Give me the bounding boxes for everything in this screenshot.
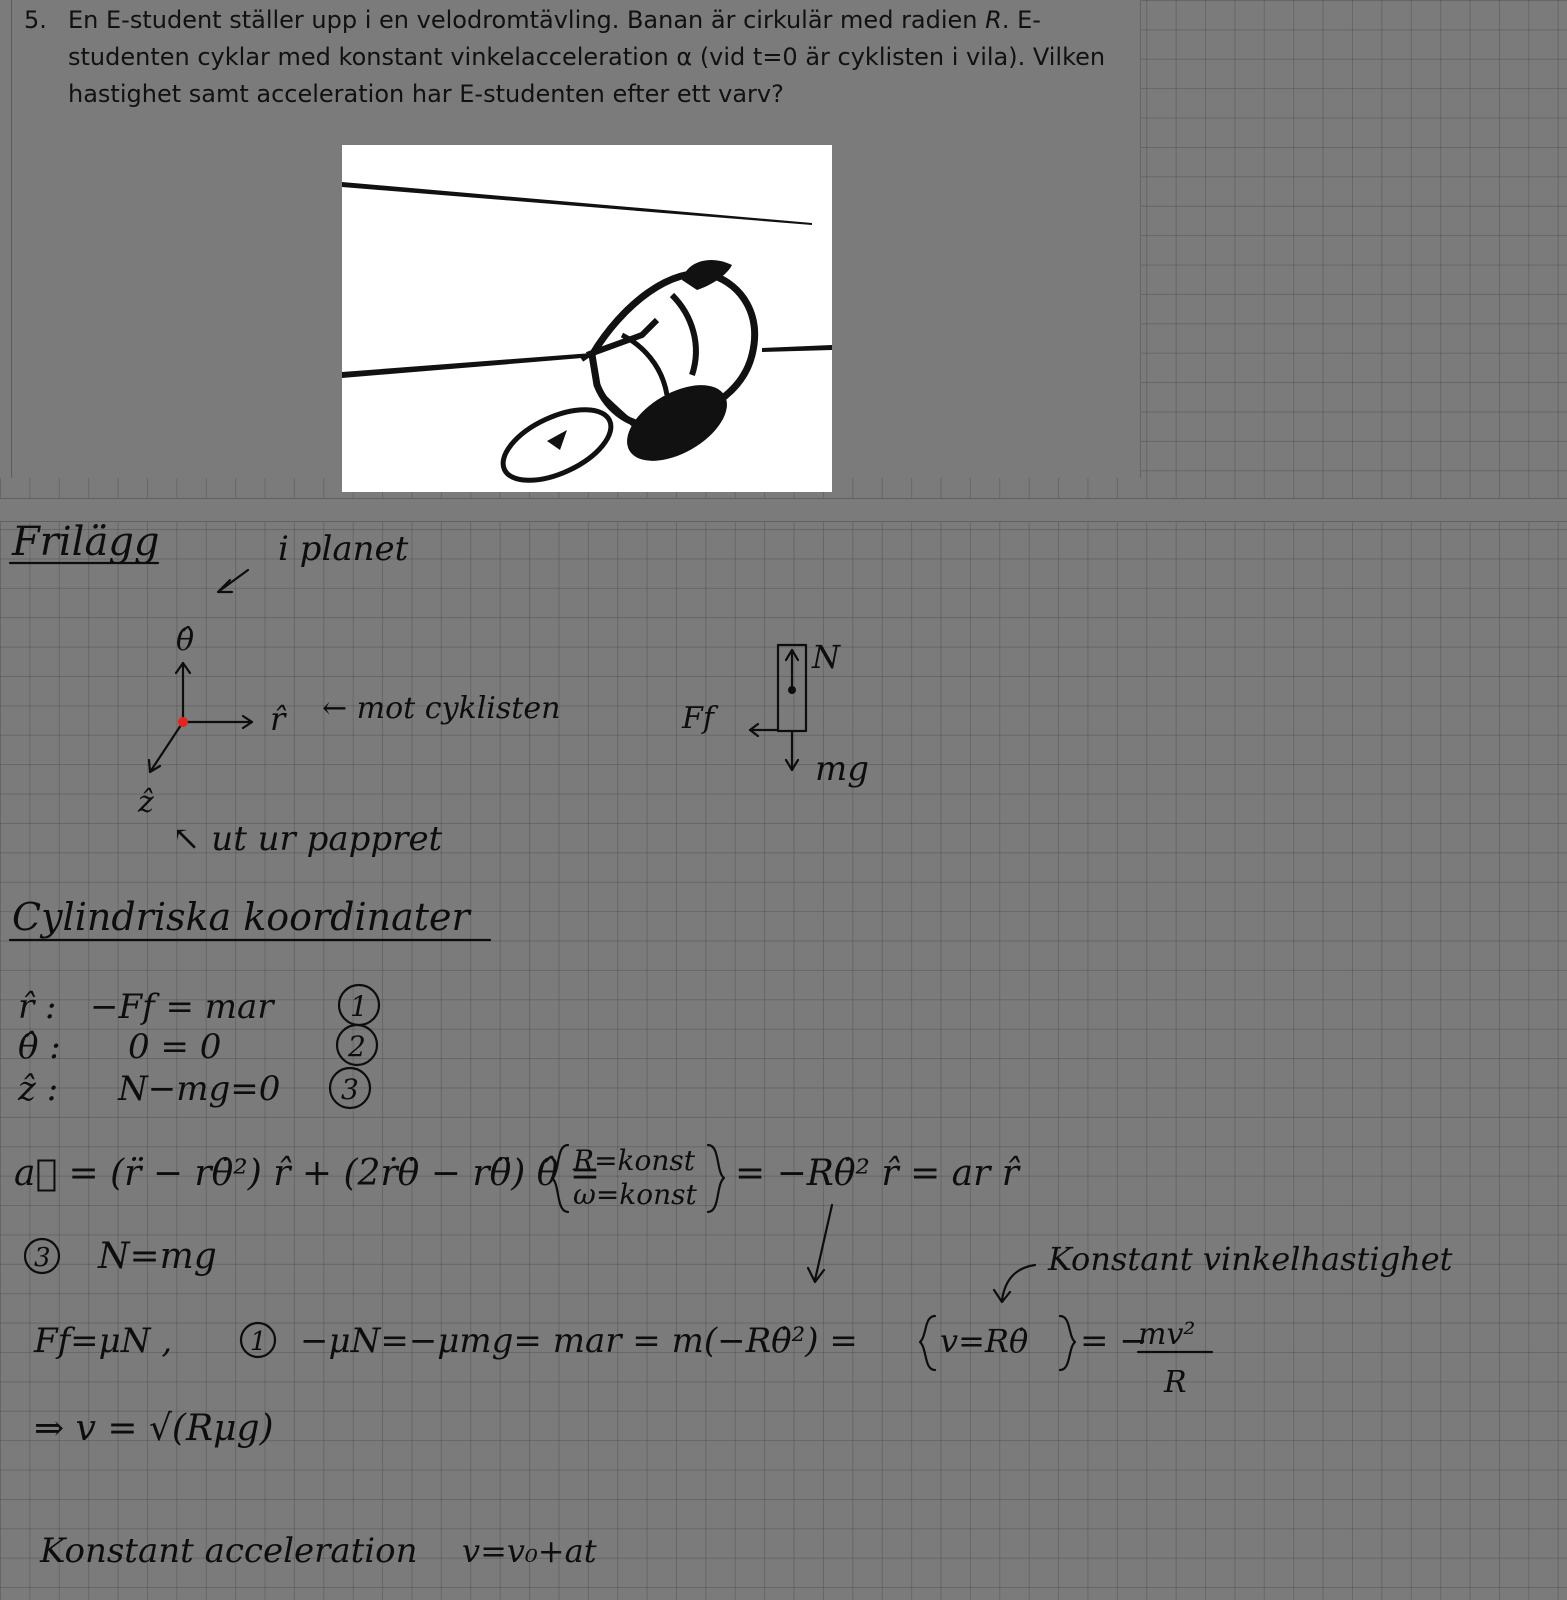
force-mg-label: mg: [815, 749, 870, 789]
eq-theta: 0 = 0: [128, 1027, 222, 1067]
eq-friction-frac-bottom: R: [1164, 1365, 1187, 1400]
eq-friction-rhs: = −: [1080, 1321, 1148, 1361]
eq-z-number: 3: [341, 1073, 359, 1106]
eq-friction: Ff=μN ,: [34, 1321, 173, 1361]
axis-z-label: ẑ: [138, 785, 154, 820]
eq-z-label: ẑ :: [18, 1069, 59, 1109]
eq-result: ⇒ v = √(Rμg): [34, 1408, 274, 1449]
z-axis: [150, 722, 183, 772]
eq-accel-lhs: a⃗ = (r̈ − rθ̇²) r̂ + (2ṙθ̇ − rθ̈) θ̂ =: [14, 1153, 601, 1194]
friction-brace-right: [1060, 1316, 1075, 1370]
label-in-plane: i planet: [278, 529, 409, 569]
problem-number: 5.: [24, 6, 47, 34]
eq-friction-brace: v=Rθ̇: [940, 1322, 1029, 1360]
eq-r: −Ff = mar: [90, 987, 274, 1027]
step3-number: 3: [34, 1243, 51, 1273]
arrow-in-plane: [218, 570, 248, 592]
force-N-label: N: [812, 638, 840, 676]
eq-z: N−mg=0: [118, 1069, 281, 1109]
eq-accel-brace-2: ω=konst: [573, 1178, 697, 1211]
heading-free-body: Frilägg: [12, 519, 160, 565]
heading-cylindrical: Cylindriska koordinater: [12, 895, 470, 939]
eq-accel-brace-1: R=konst: [573, 1144, 696, 1177]
arrow-down: [808, 1205, 832, 1282]
eq-theta-label: θ̂ :: [18, 1027, 61, 1067]
eq-friction-number: 1: [250, 1327, 267, 1357]
axis-r-label: r̂: [270, 700, 286, 738]
eq-const-accel: v=v₀+at: [462, 1532, 597, 1570]
force-Ff-label: Ff: [682, 701, 714, 736]
eq-r-number: 1: [350, 990, 368, 1023]
problem-text: En E-student ställer upp i en velodromtävling. Banan är cirkulär med radien R. E-studenten cyklar med konstant vinkelacceleration α (vid t=0 är cyklisten i vila). Vilken hastighet samt acceleration har E-studenten efter ett varv?: [68, 6, 1106, 108]
label-out-of-paper: ↖ ut ur pappret: [172, 819, 443, 859]
step3-equation: N=mg: [98, 1236, 217, 1277]
eq-accel-rhs: = −Rθ̇² r̂ = ar r̂: [735, 1153, 1020, 1194]
eq-theta-number: 2: [348, 1030, 366, 1063]
label-toward-cyclist: ← mot cyklisten: [322, 691, 561, 726]
eq-friction-chain: −μN=−μmg= mar = m(−Rθ̇²) =: [300, 1321, 858, 1361]
eq-r-label: r̂ :: [18, 987, 57, 1027]
friction-brace-left: [920, 1316, 935, 1370]
eq-friction-frac-top: mv²: [1138, 1317, 1196, 1352]
arrow-const-angvel: [994, 1265, 1035, 1302]
origin-dot: [178, 717, 188, 727]
axis-theta-label: θ̂: [176, 623, 195, 658]
note-const-accel: Konstant acceleration: [40, 1531, 418, 1571]
accel-brace-right: [708, 1145, 724, 1212]
note-const-angvel: Konstant vinkelhastighet: [1048, 1240, 1453, 1278]
